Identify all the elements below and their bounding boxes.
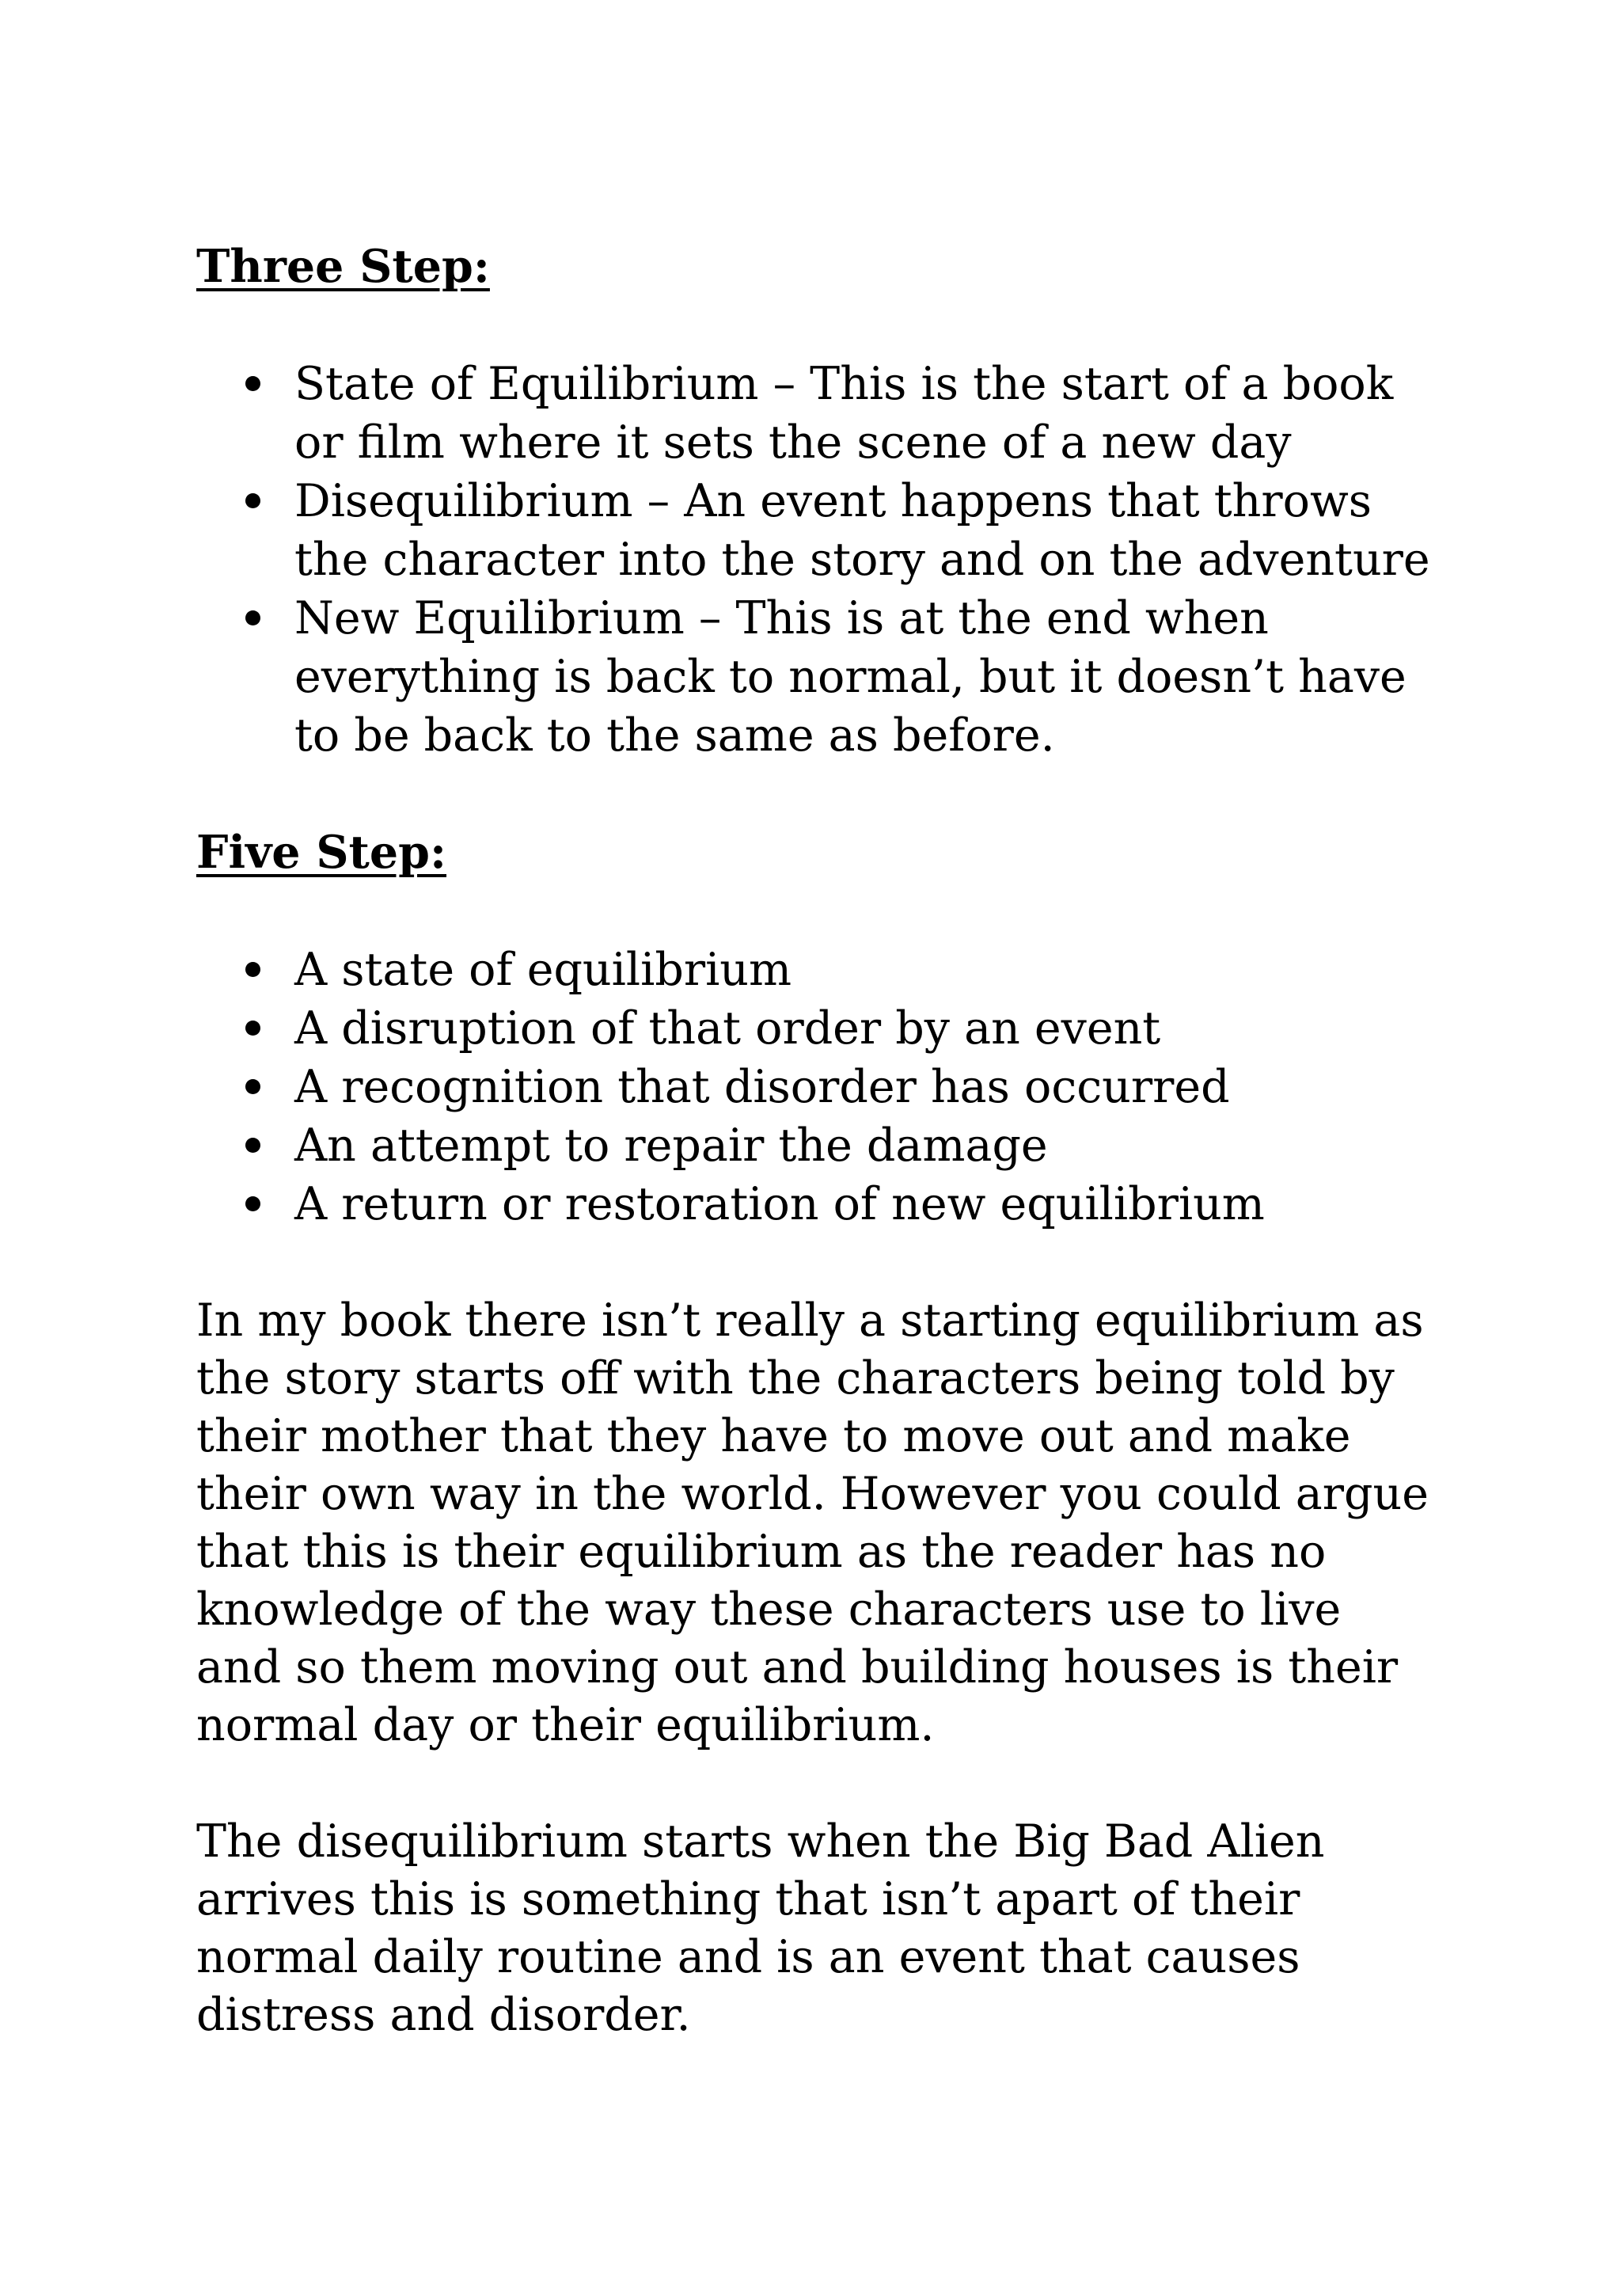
list-item: A state of equilibrium — [294, 941, 1431, 999]
three-step-list — [196, 355, 1431, 765]
body-paragraph: In my book there isn’t really a starting equilibrium as the story starts off with the characters being told by their mother that they have to move out and make their own way in the world. However you could argue that this is their equilibrium as the reader has no knowledge of the way these characters use to live and so them moving out and building houses is their normal day or their equilibrium. — [196, 1294, 1429, 1751]
list-item: State of Equilibrium – This is the start of a book or film where it sets the scene of a new day — [294, 355, 1431, 472]
list-item: A recognition that disorder has occurred — [294, 1058, 1431, 1116]
list-item: New Equilibrium – This is at the end when everything is back to normal, but it doesn’t have to be back to the same as before. — [294, 589, 1431, 765]
five-step-heading: Five Step: — [196, 826, 447, 879]
five-step-list — [196, 941, 1431, 1234]
list-item: A return or restoration of new equilibrium — [294, 1175, 1431, 1234]
list-item: An attempt to repair the damage — [294, 1116, 1431, 1175]
document-page — [196, 238, 1431, 2044]
list-item: Disequilibrium – An event happens that throws the character into the story and on the adventure — [294, 472, 1431, 589]
three-step-heading: Three Step: — [196, 240, 490, 293]
spacer — [196, 765, 1431, 823]
body-paragraph: The disequilibrium starts when the Big Bad Alien arrives this is something that isn’t apart of their normal daily routine and is an event that causes distress and disorder. — [196, 1815, 1325, 2041]
list-item: A disruption of that order by an event — [294, 999, 1431, 1058]
spacer — [196, 1754, 1431, 1813]
spacer — [196, 1234, 1431, 1292]
